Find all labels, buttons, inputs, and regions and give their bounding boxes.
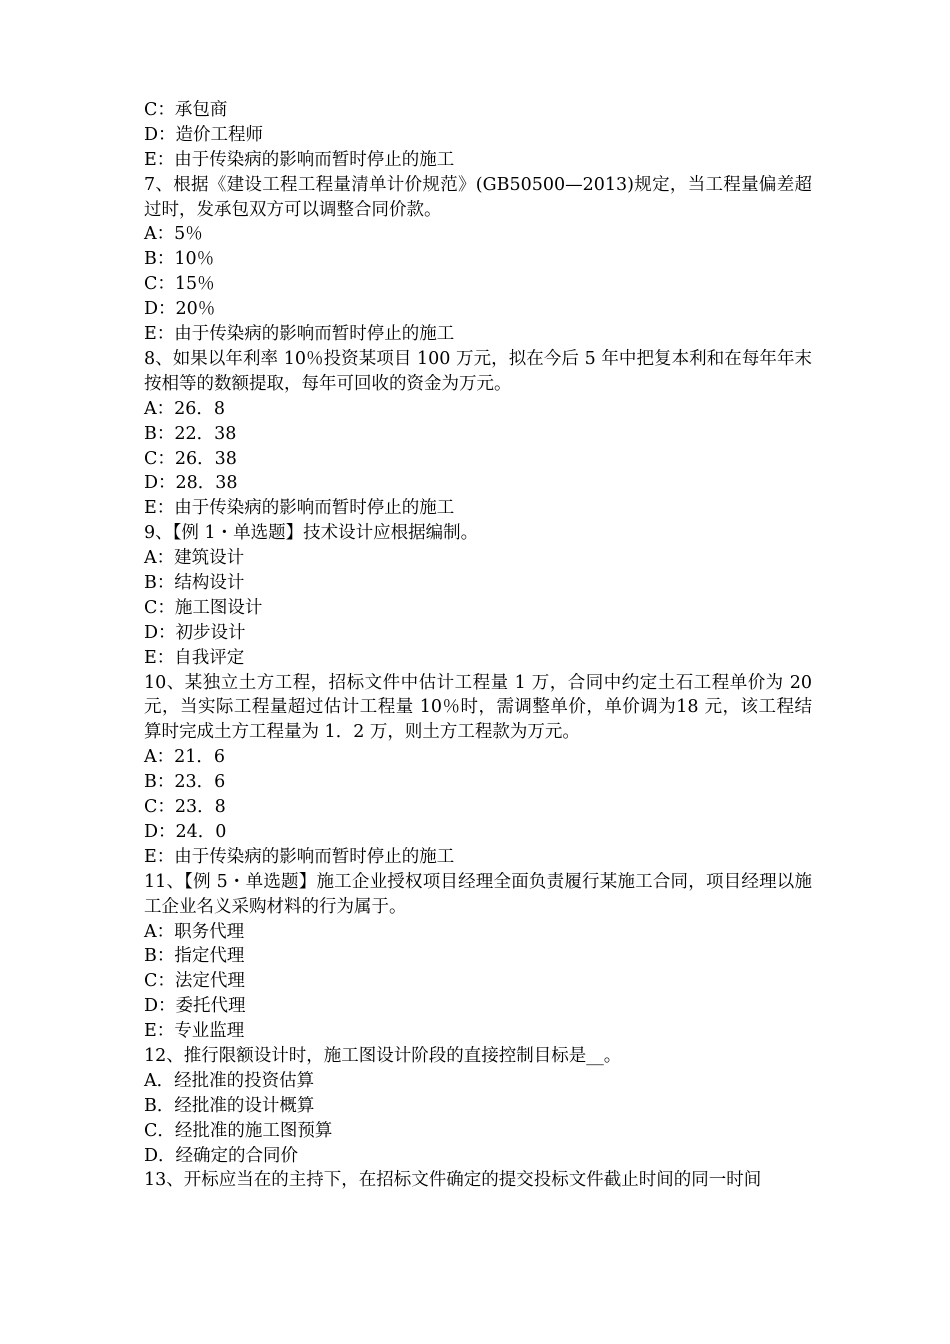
option-c-q12: C．经批准的施工图预算 [144, 1120, 333, 1141]
option-d-q8: D：28．38 [144, 473, 238, 494]
option-b-q12: B．经批准的设计概算 [144, 1095, 315, 1116]
option-d-q12: D．经确定的合同价 [144, 1145, 299, 1166]
option-a-q12: A．经批准的投资估算 [144, 1070, 315, 1091]
option-b-q10: B：23．6 [144, 772, 226, 793]
option-a-q8: A：26．8 [144, 398, 226, 419]
question-9: 9、【例 1・单选题】技术设计应根据编制。 [144, 523, 479, 544]
option-a-q11: A：职务代理 [144, 921, 245, 942]
option-c-q6: C：承包商 [144, 100, 228, 120]
question-8: 8、如果以年利率 10％投资某项目 100 万元，拟在今后 5 年中把复本利和在每年年末按相等的数额提取，每年可回收的资金为万元。 [144, 348, 812, 394]
option-b-q11: B：指定代理 [144, 946, 245, 967]
option-d-q6: D：造价工程师 [144, 124, 264, 145]
question-13: 13、开标应当在的主持下，在招标文件确定的提交投标文件截止时间的同一时间 [144, 1170, 762, 1191]
option-e-q9: E：自我评定 [144, 647, 245, 668]
option-d-q10: D：24．0 [144, 821, 227, 842]
question-12: 12、推行限额设计时，施工图设计阶段的直接控制目标是__。 [144, 1045, 622, 1066]
question-10: 10、某独立土方工程，招标文件中估计工程量 1 万，合同中约定土石工程单价为 20 元，当实际工程量超过估计工程量 10％时，需调整单价，单价调为18 元，该工程结算时完成土方工程量为 1．2 万，则土方工程款为万元。 [144, 672, 812, 743]
option-a-q7: A：5％ [144, 224, 203, 245]
option-b-q9: B：结构设计 [144, 572, 245, 593]
option-e-q6: E：由于传染病的影响而暂时停止的施工 [144, 149, 455, 170]
option-d-q9: D：初步设计 [144, 622, 246, 643]
question-11: 11、【例 5・单选题】施工企业授权项目经理全面负责履行某施工合同，项目经理以施工企业名义采购材料的行为属于。 [144, 871, 812, 917]
option-c-q9: C：施工图设计 [144, 597, 263, 618]
option-a-q9: A：建筑设计 [144, 548, 245, 569]
option-e-q8: E：由于传染病的影响而暂时停止的施工 [144, 498, 455, 519]
option-b-q7: B：10％ [144, 249, 215, 270]
option-e-q10: E：由于传染病的影响而暂时停止的施工 [144, 846, 455, 867]
option-c-q10: C：23．8 [144, 797, 226, 818]
option-d-q7: D：20％ [144, 299, 216, 320]
option-a-q10: A：21．6 [144, 747, 226, 768]
option-c-q8: C：26．38 [144, 448, 237, 469]
option-c-q7: C：15％ [144, 274, 215, 295]
document-body [144, 98, 812, 1193]
option-e-q7: E：由于传染病的影响而暂时停止的施工 [144, 324, 455, 345]
option-d-q11: D：委托代理 [144, 996, 246, 1017]
option-b-q8: B：22．38 [144, 423, 237, 444]
option-e-q11: E：专业监理 [144, 1021, 245, 1042]
option-c-q11: C：法定代理 [144, 971, 245, 992]
question-7: 7、根据《建设工程工程量清单计价规范》(GB50500—2013)规定，当工程量偏差超过时，发承包双方可以调整合同价款。 [144, 174, 812, 220]
